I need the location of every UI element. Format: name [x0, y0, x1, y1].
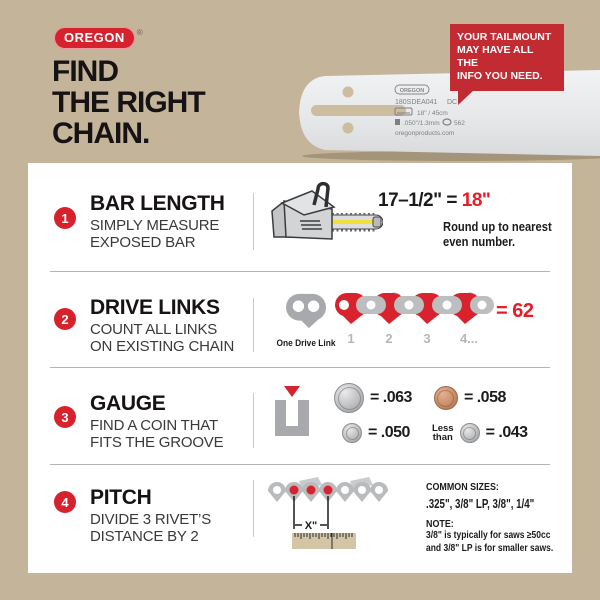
- step-subtitle-line: SIMPLY MEASURE: [90, 217, 220, 234]
- rounding-note-line: Round up to nearest: [443, 219, 552, 234]
- step-title: GAUGE: [90, 392, 166, 415]
- drive-link-count: = 62: [496, 300, 534, 322]
- divider: [253, 480, 254, 537]
- callout-line: INFO YOU NEED.: [457, 70, 543, 82]
- step-bar-length: [28, 163, 572, 272]
- step-number-badge: 1: [54, 207, 76, 229]
- gauge-value: = .058: [463, 389, 506, 406]
- step-subtitle-line: FIND A COIN THAT: [90, 417, 218, 434]
- bar-logo-text: OREGON: [399, 88, 425, 94]
- penny-coin-icon: [434, 386, 458, 410]
- bar-model: 180SDEA041: [395, 99, 438, 106]
- step-subtitle: [90, 217, 225, 251]
- step-number-badge: 4: [54, 491, 76, 513]
- rounded-length: 18": [461, 190, 491, 211]
- bar-groove: [274, 386, 310, 436]
- step-title: BAR LENGTH: [90, 192, 225, 215]
- page-title-line: CHAIN.: [52, 117, 150, 150]
- page-title: [52, 56, 205, 149]
- bar-length: 18" / 45cm: [417, 110, 448, 117]
- rounding-note: [443, 219, 552, 249]
- callout-line: MAY HAVE ALL THE: [457, 44, 534, 69]
- gauge-value: = .063: [370, 389, 412, 406]
- step-subtitle-line: EXPOSED BAR: [90, 234, 196, 251]
- pitch-info: [426, 481, 586, 555]
- bar-slot: [311, 105, 406, 116]
- groove-icon: [275, 400, 309, 436]
- step-number-badge: 3: [54, 406, 76, 428]
- coin-row: [334, 383, 506, 413]
- step-subtitle: [90, 417, 223, 451]
- link-count-label: 1: [347, 331, 355, 346]
- page-title-line: THE RIGHT: [52, 86, 205, 119]
- dime-coin-icon: [460, 423, 480, 443]
- less-than-label: [432, 424, 454, 443]
- bar-hole: [343, 123, 354, 134]
- less-than-line: than: [432, 432, 453, 443]
- steps-card: [28, 163, 572, 573]
- divider: [253, 298, 254, 352]
- gauge-arrow-icon: [284, 386, 300, 397]
- coin-row: [342, 423, 528, 443]
- step-subtitle: [90, 511, 211, 545]
- step-text: [90, 487, 211, 545]
- gauge-value: = .050: [368, 424, 410, 441]
- pitch-measure-label: X": [304, 520, 318, 532]
- oregon-logo: [54, 27, 143, 49]
- step-subtitle-line: FITS THE GROOVE: [90, 434, 224, 451]
- divider: [253, 193, 254, 250]
- registered-trademark-icon: ®: [136, 28, 143, 37]
- note-text: [426, 530, 562, 555]
- note-line: 3/8" is typically for saws ≥50cc: [426, 530, 551, 541]
- pitch-chain-icon: [266, 477, 406, 557]
- measured-length: 17–1/2" =: [378, 190, 462, 211]
- link-count-label: 4...: [459, 331, 479, 346]
- bar-length-example: [378, 190, 490, 212]
- callout-tail: [458, 90, 474, 105]
- drive-link-icon: [283, 292, 329, 330]
- step-subtitle-line: COUNT ALL LINKS: [90, 321, 218, 338]
- dime-coin-icon: [342, 423, 362, 443]
- step-title: DRIVE LINKS: [90, 296, 220, 319]
- oregon-logo-text: OREGON: [54, 27, 135, 49]
- tailmount-callout: [450, 24, 564, 91]
- step-subtitle: [90, 321, 234, 355]
- step-subtitle-line: ON EXISTING CHAIN: [90, 338, 235, 355]
- bar-mount: DC: [447, 99, 458, 106]
- page-title-line: FIND: [52, 55, 118, 88]
- bar-website: oregonproducts.com: [395, 130, 455, 137]
- step-text: [90, 393, 223, 451]
- step-subtitle-line: DIVIDE 3 RIVET’S: [90, 511, 211, 528]
- bar-hole: [343, 87, 354, 98]
- link-count-label: 2: [385, 331, 393, 346]
- link-count-label: 3: [423, 331, 431, 346]
- gauge-value: = .043: [485, 424, 528, 441]
- step-drive-links: [28, 272, 572, 368]
- common-sizes-label: COMMON SIZES:: [426, 481, 499, 493]
- drive-link-label: One Drive Link: [276, 338, 336, 349]
- less-than-line: Less: [431, 422, 454, 434]
- step-text: [90, 297, 234, 355]
- chainsaw-icon: [268, 181, 383, 249]
- step-text: [90, 193, 225, 251]
- rounding-note-line: even number.: [443, 234, 516, 249]
- step-title: PITCH: [90, 486, 152, 509]
- note-label: NOTE:: [426, 518, 454, 530]
- step-subtitle-line: DISTANCE BY 2: [90, 528, 199, 545]
- divider: [253, 393, 254, 448]
- bar-drive-links: 562: [454, 120, 465, 127]
- gauge-icon: [395, 119, 400, 125]
- bar-gauge: .050"/1.3mm: [403, 120, 440, 127]
- step-number-badge: 2: [54, 308, 76, 330]
- callout-line: YOUR TAILMOUNT: [457, 31, 552, 43]
- step-pitch: [28, 465, 572, 573]
- common-sizes-value: .325", 3/8" LP, 3/8", 1/4": [426, 496, 535, 511]
- chain-links-icon: [334, 290, 494, 348]
- quarter-coin-icon: [334, 383, 364, 413]
- note-line: and 3/8" LP is for smaller saws.: [426, 542, 554, 554]
- step-gauge: [28, 368, 572, 465]
